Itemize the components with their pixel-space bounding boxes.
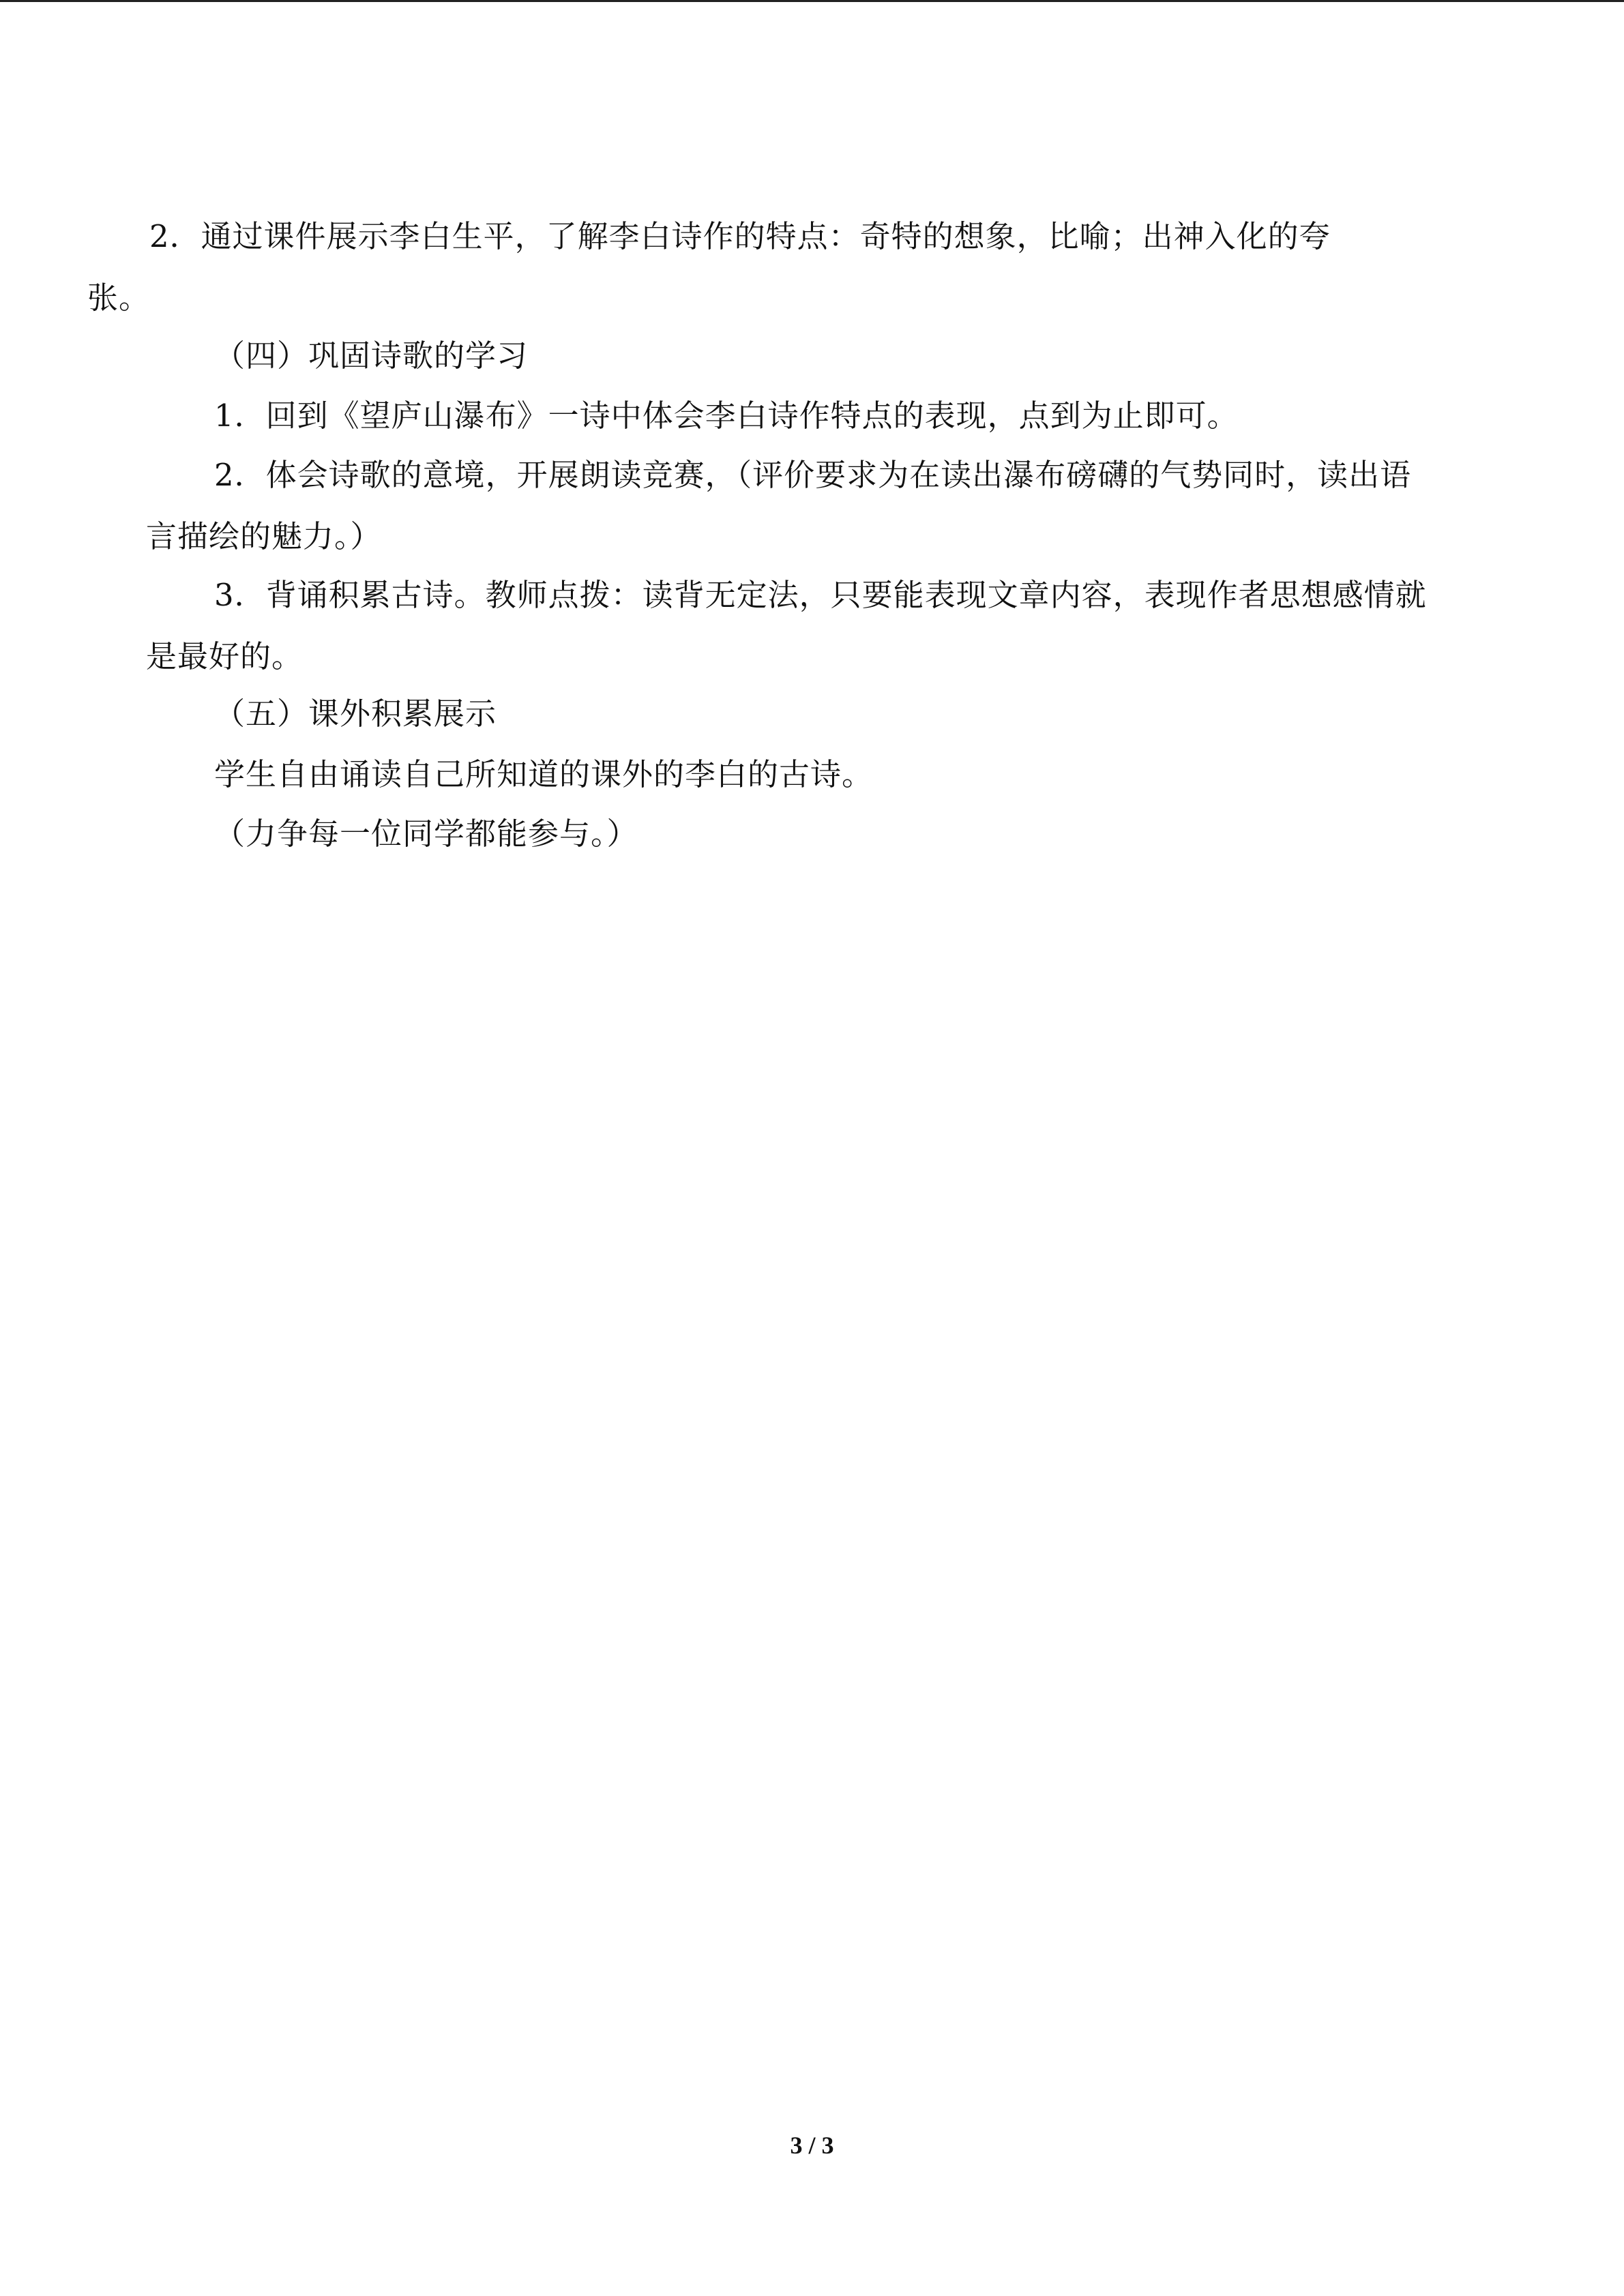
paragraph-item-2-intro [87, 206, 1331, 329]
paragraph-line: 是最好的。 [146, 638, 304, 674]
paragraph-item-5-note: （力争每一位同学都能参与。） [214, 816, 638, 852]
paragraph-item-4-2 [146, 445, 1412, 567]
section-heading-5: （五）课外积累展示 [214, 696, 497, 732]
paragraph-item-5-text: 学生自由诵读自己所知道的课外的李白的古诗。 [214, 756, 874, 792]
section-heading-4: （四）巩固诗歌的学习 [214, 338, 529, 374]
paragraph-line: 2．通过课件展示李白生平，了解李白诗作的特点：奇特的想象，比喻；出神入化的夸 [149, 218, 1331, 254]
paragraph-line: 2．体会诗歌的意境，开展朗读竞赛，（评价要求为在读出瀑布磅礴的气势同时，读出语 [214, 457, 1412, 493]
paragraph-item-4-1: 1．回到《望庐山瀑布》一诗中体会李白诗作特点的表现，点到为止即可。 [214, 398, 1239, 434]
page-number: 3 / 3 [790, 2132, 834, 2159]
paragraph-item-4-3 [146, 565, 1427, 687]
paragraph-line: 张。 [87, 280, 151, 316]
paragraph-line: 言描绘的魅力。） [146, 518, 382, 554]
paragraph-line: 3．背诵积累古诗。教师点拨：读背无定法，只要能表现文章内容，表现作者思想感情就 [214, 577, 1427, 613]
